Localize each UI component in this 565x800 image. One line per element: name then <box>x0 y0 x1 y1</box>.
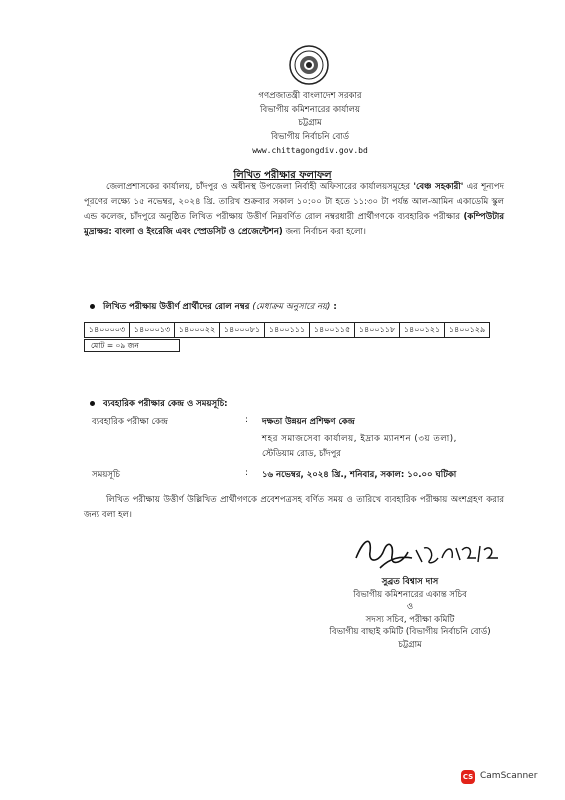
camscanner-logo-icon: CS <box>461 770 475 784</box>
signatory-designation-3: বিভাগীয় বাছাই কমিটি (বিভাগীয় নির্বাচনি বোর্ড) <box>329 627 491 637</box>
center-label: ব্যবহারিক পরীক্ষা কেন্দ্র <box>92 417 168 427</box>
bullet-icon <box>90 304 95 309</box>
rolls-note: (মেধাক্রম অনুসারে নয়) <box>252 302 331 312</box>
bullet-icon <box>90 401 95 406</box>
roll-cell: ১৪০০০৮১ <box>220 323 265 338</box>
roll-cell: ১৪০০১১১ <box>265 323 310 338</box>
center-name: দক্ষতা উন্নয়ন প্রশিক্ষণ কেন্দ্র <box>262 417 355 427</box>
header-govt: গণপ্রজাতন্ত্রী বাংলাদেশ সরকার <box>258 91 362 101</box>
center-address-line2: স্টেডিয়াম রোড, চাঁদপুর <box>262 449 341 459</box>
government-seal-icon <box>288 44 330 86</box>
roll-cell: ১৪০০১২১ <box>400 323 445 338</box>
center-colon: : <box>245 415 248 425</box>
signature-block <box>290 576 530 651</box>
signatory-designation-2: সদস্য সচিব, পরীক্ষা কমিটি <box>365 614 455 625</box>
office-header <box>180 90 440 158</box>
roll-cell: ১৪০০১১৫ <box>310 323 355 338</box>
schedule-colon: : <box>245 468 248 478</box>
roll-cell: ১৪০০০১৩ <box>130 323 175 338</box>
signatory-and: ও <box>406 602 414 612</box>
header-board: বিভাগীয় নির্বাচনি বোর্ড <box>270 131 350 142</box>
header-website: www.chittagongdiv.gov.bd <box>252 146 368 155</box>
signatory-place: চট্টগ্রাম <box>398 639 422 650</box>
table-row <box>85 323 490 338</box>
total-count: মোট = ০৯ জন <box>84 339 180 352</box>
roll-cell: ১৪০০০২২ <box>175 323 220 338</box>
document-title: লিখিত পরীক্ষার ফলাফল <box>233 170 332 181</box>
header-city: চট্টগ্রাম <box>298 118 322 128</box>
roll-number-table <box>84 322 490 338</box>
signatory-designation-1: বিভাগীয় কমিশনারের একান্ত সচিব <box>353 589 467 600</box>
handwritten-signature <box>350 528 510 576</box>
center-address-line1: শহর সমাজসেবা কার্যালয়, ইদ্রাক ম্যানশন (৩য় তলা), <box>262 434 457 444</box>
header-office: বিভাগীয় কমিশনারের কার্যালয় <box>260 104 360 115</box>
roll-cell: ১৪০০১১৮ <box>355 323 400 338</box>
schedule-value: ১৬ নভেম্বর, ২০২৪ খ্রি., শনিবার, সকাল: ১০.০০ ঘটিকা <box>262 470 457 480</box>
schedule-label: সময়সূচি <box>92 470 120 480</box>
camscanner-watermark: CamScanner <box>480 771 538 781</box>
roll-cell: ১৪০০০০৩ <box>85 323 130 338</box>
post-name: 'বেঞ্চ সহকারী' <box>413 182 464 192</box>
practical-heading: ব্যবহারিক পরীক্ষার কেন্দ্র ও সময়সূচি: <box>90 397 228 411</box>
exam-subjects: (কম্পিউটার মুদ্রাক্ষর: বাংলা ও ইংরেজি এবং স্প্রেডসিট ও প্রেজেন্টেশন) <box>84 212 504 237</box>
closing-paragraph: লিখিত পরীক্ষায় উত্তীর্ণ উল্লিখিত প্রার্থীগণকে প্রবেশপত্রসহ বর্ণিত সময় ও তারিখে ব্যবহারিক পরীক্ষায় অংশগ্রহণ করার জন্য বলা হল। <box>84 495 504 520</box>
signatory-name: সুব্রত বিশ্বাস দাস <box>381 577 439 587</box>
rolls-heading: লিখিত পরীক্ষায় উত্তীর্ণ প্রার্থীদের রোল নম্বর (মেধাক্রম অনুসারে নয়) : <box>90 300 337 314</box>
roll-cell: ১৪০০১২৯ <box>445 323 490 338</box>
intro-paragraph: জেলাপ্রশাসকের কার্যালয়, চাঁদপুর ও অধীনস্থ উপজেলা নির্বাহী অফিসারের কার্যালয়সমূহের 'বেঞ্চ সহকারী' এর শূন্যপদ পূরণের লক্ষ্যে ১৫ নভেম্বর, ২০২৪ খ্রি. তারিখ শুক্রবার সকাল ১০:০০ টা হতে ১১:৩০ টা পর্যন্ত আল-আমিন একাডেমি স্কুল এন্ড কলেজ, চাঁদপুরে অনুষ্ঠিত লিখিত পরীক্ষায় উত্তীর্ণ নিম্নবর্ণিত রোল নম্বরধারী প্রার্থীগণকে ব্যবহারিক পরীক্ষার (কম্পিউটার মুদ্রাক্ষর: বাংলা ও ইংরেজি এবং স্প্রেডসিট ও প্রেজেন্টেশন) জন্য নির্বাচন করা হলো। <box>84 182 504 237</box>
